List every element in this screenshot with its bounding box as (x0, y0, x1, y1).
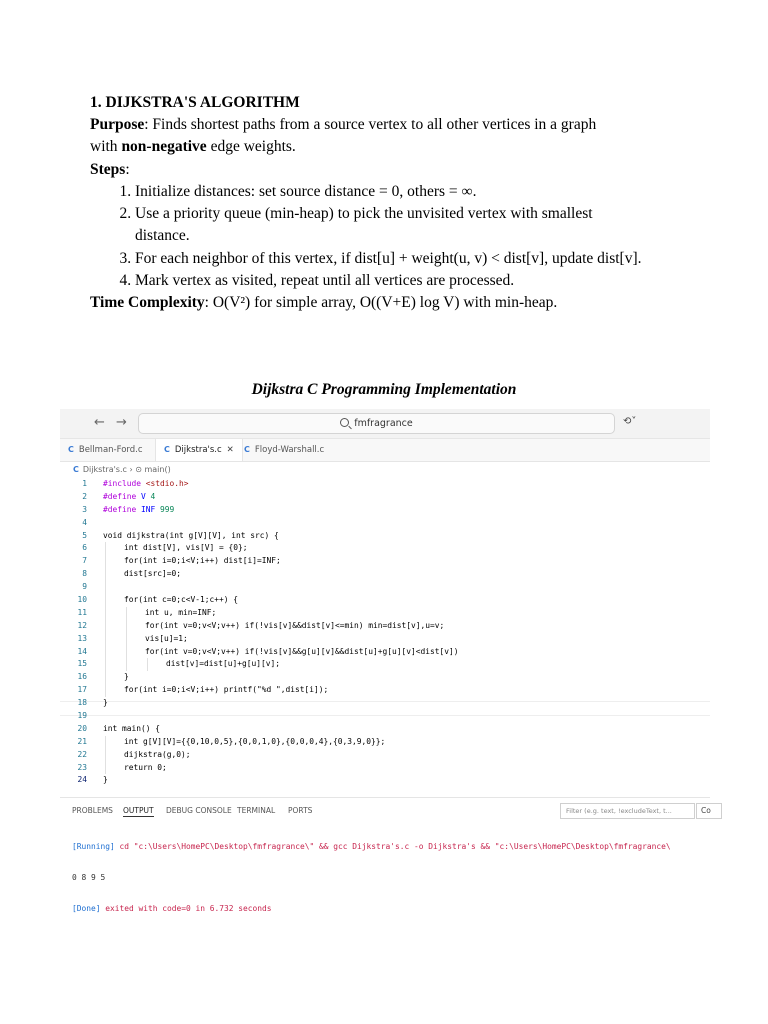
code-token: INF (141, 504, 161, 514)
code-line (60, 658, 710, 671)
section-heading: 1. DIJKSTRA'S ALGORITHM (90, 94, 300, 111)
code-text: dist[v]=dist[u]+g[u][v]; (166, 659, 281, 669)
line-number: 18 (77, 698, 87, 708)
tab-debug-console[interactable]: DEBUG CONSOLE (166, 806, 232, 815)
tab-problems[interactable]: PROBLEMS (72, 806, 113, 815)
c-file-icon: C (244, 445, 250, 454)
code-token: #define (103, 491, 142, 501)
code-line (60, 491, 710, 504)
code-token: <stdio.h> (145, 479, 189, 488)
code-text: int g[V][V]={{0,10,0,5},{0,0,1,0},{0,0,0,4},{0,3,9,0}}; (124, 736, 386, 746)
c-file-icon: C (73, 465, 79, 474)
code-line (60, 568, 710, 581)
code-line (60, 530, 710, 543)
step-item: 3. For each neighbor of this vertex, if dist[u] + weight(u, v) < dist[v], update dist[v]. (135, 248, 690, 270)
line-number: 24 (77, 775, 87, 785)
line-number: 15 (77, 659, 87, 669)
done-text: exited with code=0 in 6.732 seconds (100, 904, 272, 913)
c-file-icon: C (164, 445, 170, 454)
function-icon: ⊙ (135, 465, 145, 474)
forward-arrow-icon[interactable]: → (116, 415, 127, 430)
code-line (60, 723, 710, 736)
step-item: 2. Use a priority queue (min-heap) to pick the unvisited vertex with smallest distance. (135, 203, 690, 248)
code-editor[interactable] (60, 478, 710, 787)
line-number: 11 (77, 607, 87, 617)
code-text: } (103, 698, 108, 708)
editor-tabs (60, 439, 710, 462)
tab-terminal[interactable]: TERMINAL (237, 806, 276, 815)
code-line (60, 762, 710, 775)
tab-bellman-ford[interactable] (60, 439, 151, 461)
purpose-text-2a: with (90, 138, 122, 156)
panel-tabs (60, 798, 710, 822)
line-number: 10 (77, 595, 87, 605)
code-line (60, 749, 710, 762)
code-text: dijkstra(g,0); (124, 749, 191, 759)
search-text: fmfragrance (354, 418, 413, 429)
line-number: 7 (82, 556, 87, 566)
line-number: 21 (77, 736, 87, 746)
line-number: 8 (82, 569, 87, 579)
line-number: 5 (82, 530, 87, 540)
code-line (60, 504, 710, 517)
code-line (60, 542, 710, 555)
code-line (60, 633, 710, 646)
code-line (60, 710, 710, 723)
code-text: for(int c=0;c<V-1;c++) { (124, 595, 239, 605)
tab-label: Bellman-Ford.c (78, 445, 143, 455)
code-line (60, 620, 710, 633)
copilot-icon[interactable]: ⟲˅ (623, 416, 637, 427)
step-item: 1. Initialize distances: set source distance = 0, others = ∞. (135, 181, 690, 203)
code-line (60, 517, 710, 530)
output-line-done (72, 902, 710, 915)
output-line-result: 0 8 9 5 (72, 873, 106, 882)
line-number: 17 (77, 685, 87, 695)
code-line (60, 594, 710, 607)
steps-colon: : (125, 160, 130, 178)
line-number: 12 (77, 620, 87, 630)
steps-label-line (90, 159, 690, 181)
output-log (60, 822, 710, 933)
code-line (60, 581, 710, 594)
breadcrumb (60, 462, 710, 478)
code-line (60, 697, 710, 710)
code-text: dist[src]=0; (124, 569, 182, 579)
tab-label: Dijkstra's.c (174, 445, 222, 455)
code-token: #define (103, 504, 142, 514)
line-number: 9 (82, 582, 87, 592)
line-number: 16 (77, 672, 87, 682)
code-line (60, 555, 710, 568)
command-search-box[interactable] (138, 413, 615, 434)
line-number: 4 (82, 517, 87, 527)
output-line-running (72, 840, 710, 853)
running-command: cd "c:\Users\HomePC\Desktop\fmfragrance\" && gcc Dijkstra's.c -o Dijkstra's && "c:\Users\HomePC\Desktop\fmfragrance\ (114, 842, 671, 851)
code-text: int u, min=INF; (145, 607, 217, 617)
purpose-line-1 (90, 114, 690, 136)
tab-label: Floyd-Warshall.c (254, 445, 325, 455)
code-text: int dist[V], vis[V] = {0}; (124, 543, 248, 553)
breadcrumb-symbol[interactable]: main() (144, 465, 171, 474)
purpose-text: : Finds shortest paths from a source vertex to all other vertices in a graph (144, 116, 597, 133)
time-label: Time Complexity (90, 294, 205, 312)
line-number: 23 (77, 762, 87, 772)
code-text: return 0; (124, 762, 167, 772)
code-token: 999 (160, 504, 175, 514)
figure-caption: Dijkstra C Programming Implementation (251, 381, 517, 398)
code-line (60, 684, 710, 697)
close-icon[interactable]: ✕ (226, 445, 234, 455)
code-line (60, 736, 710, 749)
code-line (60, 607, 710, 620)
code-text: } (103, 775, 108, 785)
code-text: int main() { (103, 723, 161, 733)
tab-ports[interactable]: PORTS (288, 806, 313, 815)
breadcrumb-separator: › (126, 465, 136, 474)
output-channel-select[interactable]: Co (696, 803, 722, 819)
tab-floyd-warshall[interactable] (236, 439, 332, 461)
code-token: #include (103, 479, 146, 488)
breadcrumb-file[interactable]: Dijkstra's.c (82, 465, 127, 474)
steps-list (90, 181, 690, 292)
code-token: V (141, 491, 151, 501)
line-number: 3 (82, 504, 87, 514)
code-text: vis[u]=1; (145, 633, 188, 643)
code-text: for(int i=0;i<V;i++) printf("%d ",dist[i]); (124, 685, 329, 695)
code-text: for(int i=0;i<V;i++) dist[i]=INF; (124, 556, 281, 566)
time-text: : O(V²) for simple array, O((V+E) log V) with min-heap. (204, 294, 558, 312)
line-number: 19 (77, 711, 87, 721)
code-text: void dijkstra(int g[V][V], int src) { (103, 530, 279, 540)
steps-label: Steps (90, 160, 126, 178)
purpose-text-2b: edge weights. (206, 138, 296, 156)
done-tag: [Done] (72, 904, 101, 913)
search-icon (340, 418, 349, 427)
running-tag: [Running] (72, 842, 115, 851)
line-number: 13 (77, 633, 87, 643)
code-token: 4 (150, 491, 156, 501)
line-number: 6 (82, 543, 87, 553)
purpose-label: Purpose (90, 116, 145, 133)
tab-dijkstra[interactable] (155, 439, 243, 461)
purpose-bold: non-negative (121, 138, 207, 156)
document-body (90, 92, 690, 315)
editor-screenshot (60, 409, 711, 913)
back-arrow-icon[interactable]: ← (94, 415, 105, 430)
bottom-panel (60, 797, 711, 913)
tab-output[interactable]: OUTPUT (123, 806, 154, 815)
code-text: for(int v=0;v<V;v++) if(!vis[v]&&g[u][v]&&dist[u]+g[u][v]<dist[v]) (145, 646, 459, 656)
line-number: 2 (82, 491, 87, 501)
purpose-line-2 (90, 136, 690, 158)
c-file-icon: C (68, 445, 74, 454)
line-number: 1 (82, 479, 87, 488)
code-line (60, 478, 710, 491)
output-filter-input[interactable]: Filter (e.g. text, !excludeText, t... (560, 803, 695, 819)
title-bar (60, 409, 710, 439)
time-complexity-line (90, 292, 690, 314)
code-text: } (124, 672, 129, 682)
code-line (60, 671, 710, 684)
code-text: for(int v=0;v<V;v++) if(!vis[v]&&dist[v]<=min) min=dist[v],u=v; (145, 620, 445, 630)
step-item: 4. Mark vertex as visited, repeat until all vertices are processed. (135, 270, 690, 292)
line-number: 14 (77, 646, 87, 656)
line-number: 22 (77, 749, 87, 759)
code-line (60, 774, 710, 787)
code-line (60, 646, 710, 659)
line-number: 20 (77, 723, 87, 733)
